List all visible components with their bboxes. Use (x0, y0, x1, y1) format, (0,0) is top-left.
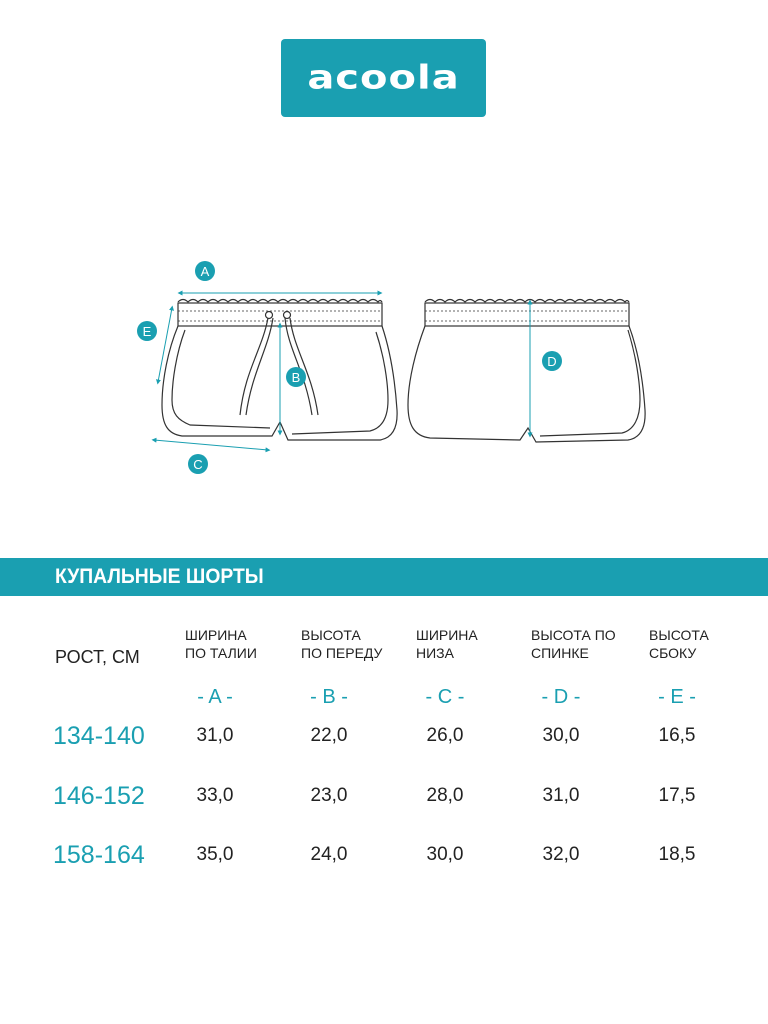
size-cell: 158-164 (53, 841, 145, 869)
column-header-back-height: ВЫСОТА ПО СПИНКЕ (531, 627, 616, 661)
label-d-text: D (547, 354, 557, 369)
value-cell: 35,0 (196, 844, 234, 865)
column-letter-a: - A - (197, 686, 233, 708)
height-column-header: РОСТ, СМ (55, 647, 140, 667)
value-cell: 30,0 (426, 844, 464, 865)
label-c-text: C (193, 457, 203, 472)
logo-text: acoola (307, 59, 460, 97)
value-cell: 28,0 (426, 785, 464, 806)
label-b-text: B (291, 370, 301, 385)
value-cell: 31,0 (542, 785, 580, 806)
label-c (188, 454, 208, 474)
label-b (286, 367, 306, 387)
column-letter-c: - C - (425, 686, 465, 708)
table-row (0, 722, 768, 756)
label-a (195, 261, 215, 281)
value-cell: 22,0 (310, 725, 348, 746)
brand-logo (281, 39, 486, 117)
value-cell: 17,5 (658, 785, 696, 806)
column-letter-d: - D - (541, 686, 581, 708)
column-header-waist-width: ШИРИНА ПО ТАЛИИ (185, 627, 257, 661)
table-row (0, 841, 768, 875)
value-cell: 30,0 (542, 725, 580, 746)
table-row (0, 782, 768, 816)
column-letter-b: - B - (310, 686, 348, 708)
label-e (137, 321, 157, 341)
value-cell: 33,0 (196, 785, 234, 806)
size-cell: 146-152 (53, 782, 145, 810)
value-cell: 16,5 (658, 725, 696, 746)
column-header-front-height: ВЫСОТА ПО ПЕРЕДУ (301, 627, 383, 661)
shorts-measurement-diagram (0, 250, 768, 490)
title-banner (0, 558, 768, 596)
front-dimension-lines (154, 293, 380, 450)
value-cell: 18,5 (658, 844, 696, 865)
page-title: КУПАЛЬНЫЕ ШОРТЫ (55, 565, 264, 588)
column-header-bottom-width: ШИРИНА НИЗА (416, 627, 478, 661)
value-cell: 31,0 (196, 725, 234, 746)
column-header-side-height: ВЫСОТА СБОКУ (649, 627, 709, 661)
label-a-text: A (200, 264, 210, 279)
shorts-back-view (408, 300, 645, 443)
label-e-text: E (142, 324, 152, 339)
label-d (542, 351, 562, 371)
size-cell: 134-140 (53, 722, 145, 750)
column-letter-e: - E - (658, 686, 696, 708)
value-cell: 32,0 (542, 844, 580, 865)
value-cell: 26,0 (426, 725, 464, 746)
value-cell: 23,0 (310, 785, 348, 806)
value-cell: 24,0 (310, 844, 348, 865)
